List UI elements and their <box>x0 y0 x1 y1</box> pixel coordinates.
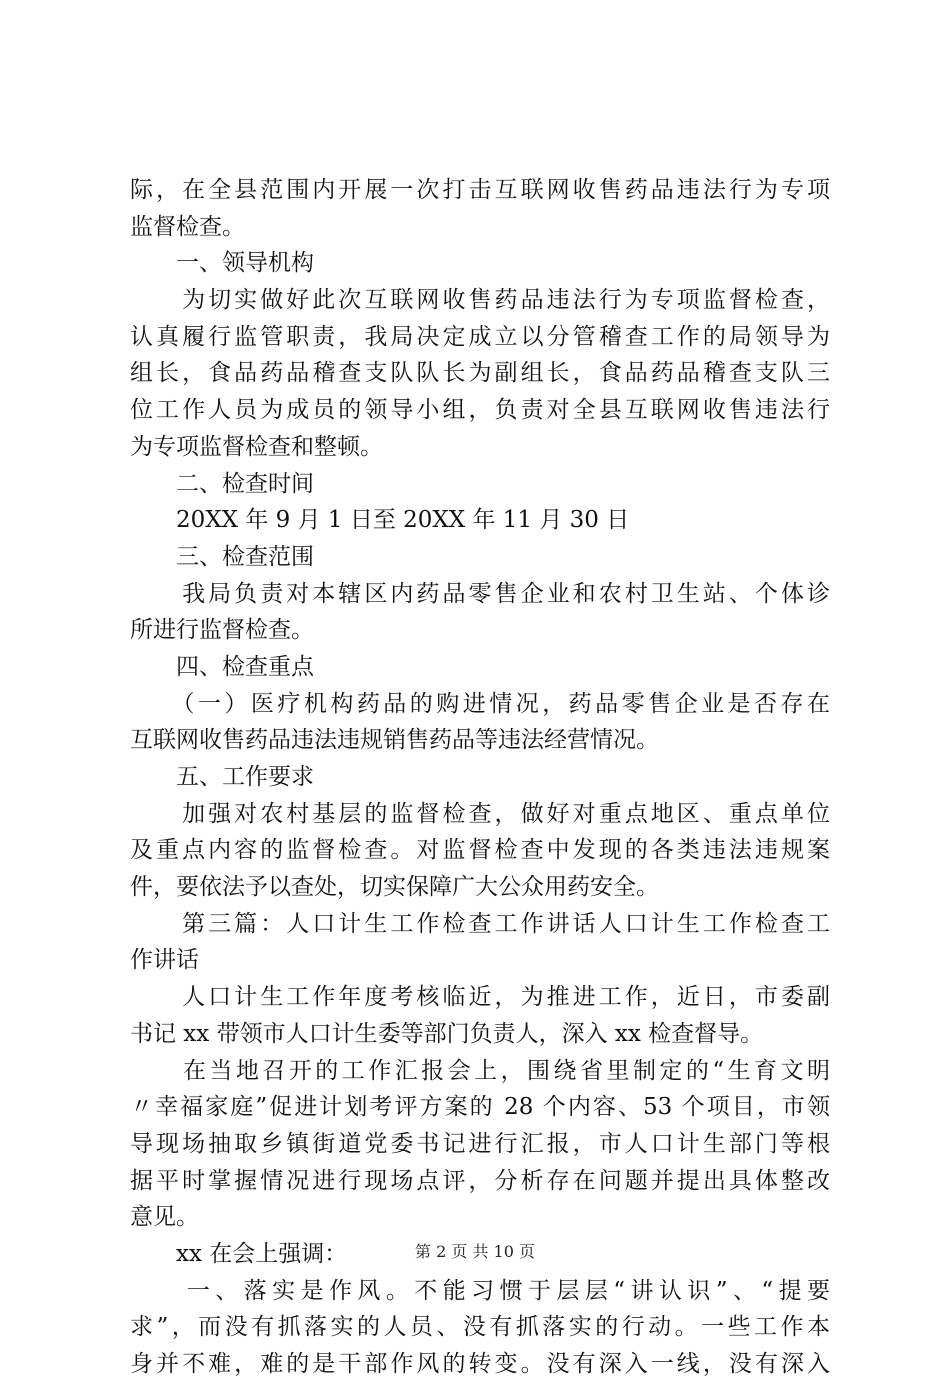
text-line: 为专项监督检查和整顿。 <box>130 433 383 460</box>
text-line: 互联网收售药品违法违规销售药品等违法经营情况。 <box>130 727 659 754</box>
text-line: 第三篇：人口计生工作检查工作讲话人口计生工作检查工 <box>130 910 830 937</box>
text-line: 五、工作要求 <box>130 764 314 790</box>
text-line: 一、落实是作风。不能习惯于层层“讲认识”、“提要 <box>130 1277 830 1304</box>
text-line: 我局负责对本辖区内药品零售企业和农村卫生站、个体诊 <box>130 580 830 607</box>
text-line: 认真履行监管职责，我局决定成立以分管稽查工作的局领导为 <box>130 323 830 350</box>
text-line: 20XX 年 9 月 1 日至 20XX 年 11 月 30 日 <box>130 507 630 534</box>
text-line: 据平时掌握情况进行现场点评，分析存在问题并提出具体整改 <box>130 1167 830 1194</box>
text-line: 所进行监督检查。 <box>130 617 314 644</box>
text-line: 组长，食品药品稽查支队队长为副组长，食品药品稽查支队三 <box>130 360 830 387</box>
text-line: 二、检查时间 <box>130 470 314 497</box>
text-line: 为切实做好此次互联网收售药品违法行为专项监督检查， <box>130 287 830 314</box>
text-line: 监督检查。 <box>130 213 245 240</box>
text-line: 身并不难，难的是干部作风的转变。没有深入一线，没有深入 <box>130 1351 830 1377</box>
page-footer: 第 2 页 共 10 页 <box>415 1242 535 1261</box>
text-line: 书记 xx 带领市人口计生委等部门负责人，深入 xx 检查督导。 <box>130 1020 764 1047</box>
text-line: 三、检查范围 <box>130 543 314 570</box>
text-line: xx 在会上强调： <box>130 1240 348 1267</box>
text-line: 件，要依法予以查处，切实保障广大公众用药安全。 <box>130 874 659 901</box>
text-line: 加强对农村基层的监督检查，做好对重点地区、重点单位 <box>130 800 830 827</box>
text-line: 际，在全县范围内开展一次打击互联网收售药品违法行为专项 <box>130 177 830 203</box>
body-text <box>130 172 830 1383</box>
text-line: 及重点内容的监督检查。对监督检查中发现的各类违法违规案 <box>130 837 830 864</box>
text-line: （一）医疗机构药品的购进情况，药品零售企业是否存在 <box>130 690 830 717</box>
text-line: 四、检查重点 <box>130 653 314 680</box>
text-line: 〃幸福家庭”促进计划考评方案的 28 个内容、53 个项目，市领 <box>130 1094 830 1121</box>
text-line: 一、领导机构 <box>130 250 314 277</box>
text-line: 意见。 <box>130 1204 199 1231</box>
text-line: 求”，而没有抓落实的人员、没有抓落实的行动。一些工作本 <box>130 1314 830 1341</box>
text-line: 在当地召开的工作汇报会上，围绕省里制定的“生育文明 <box>130 1057 830 1084</box>
text-line: 作讲话 <box>130 947 199 974</box>
text-line: 导现场抽取乡镇街道党委书记进行汇报，市人口计生部门等根 <box>130 1130 830 1157</box>
text-line: 人口计生工作年度考核临近，为推进工作，近日，市委副 <box>130 984 830 1011</box>
text-line: 位工作人员为成员的领导小组，负责对全县互联网收售违法行 <box>130 397 830 424</box>
